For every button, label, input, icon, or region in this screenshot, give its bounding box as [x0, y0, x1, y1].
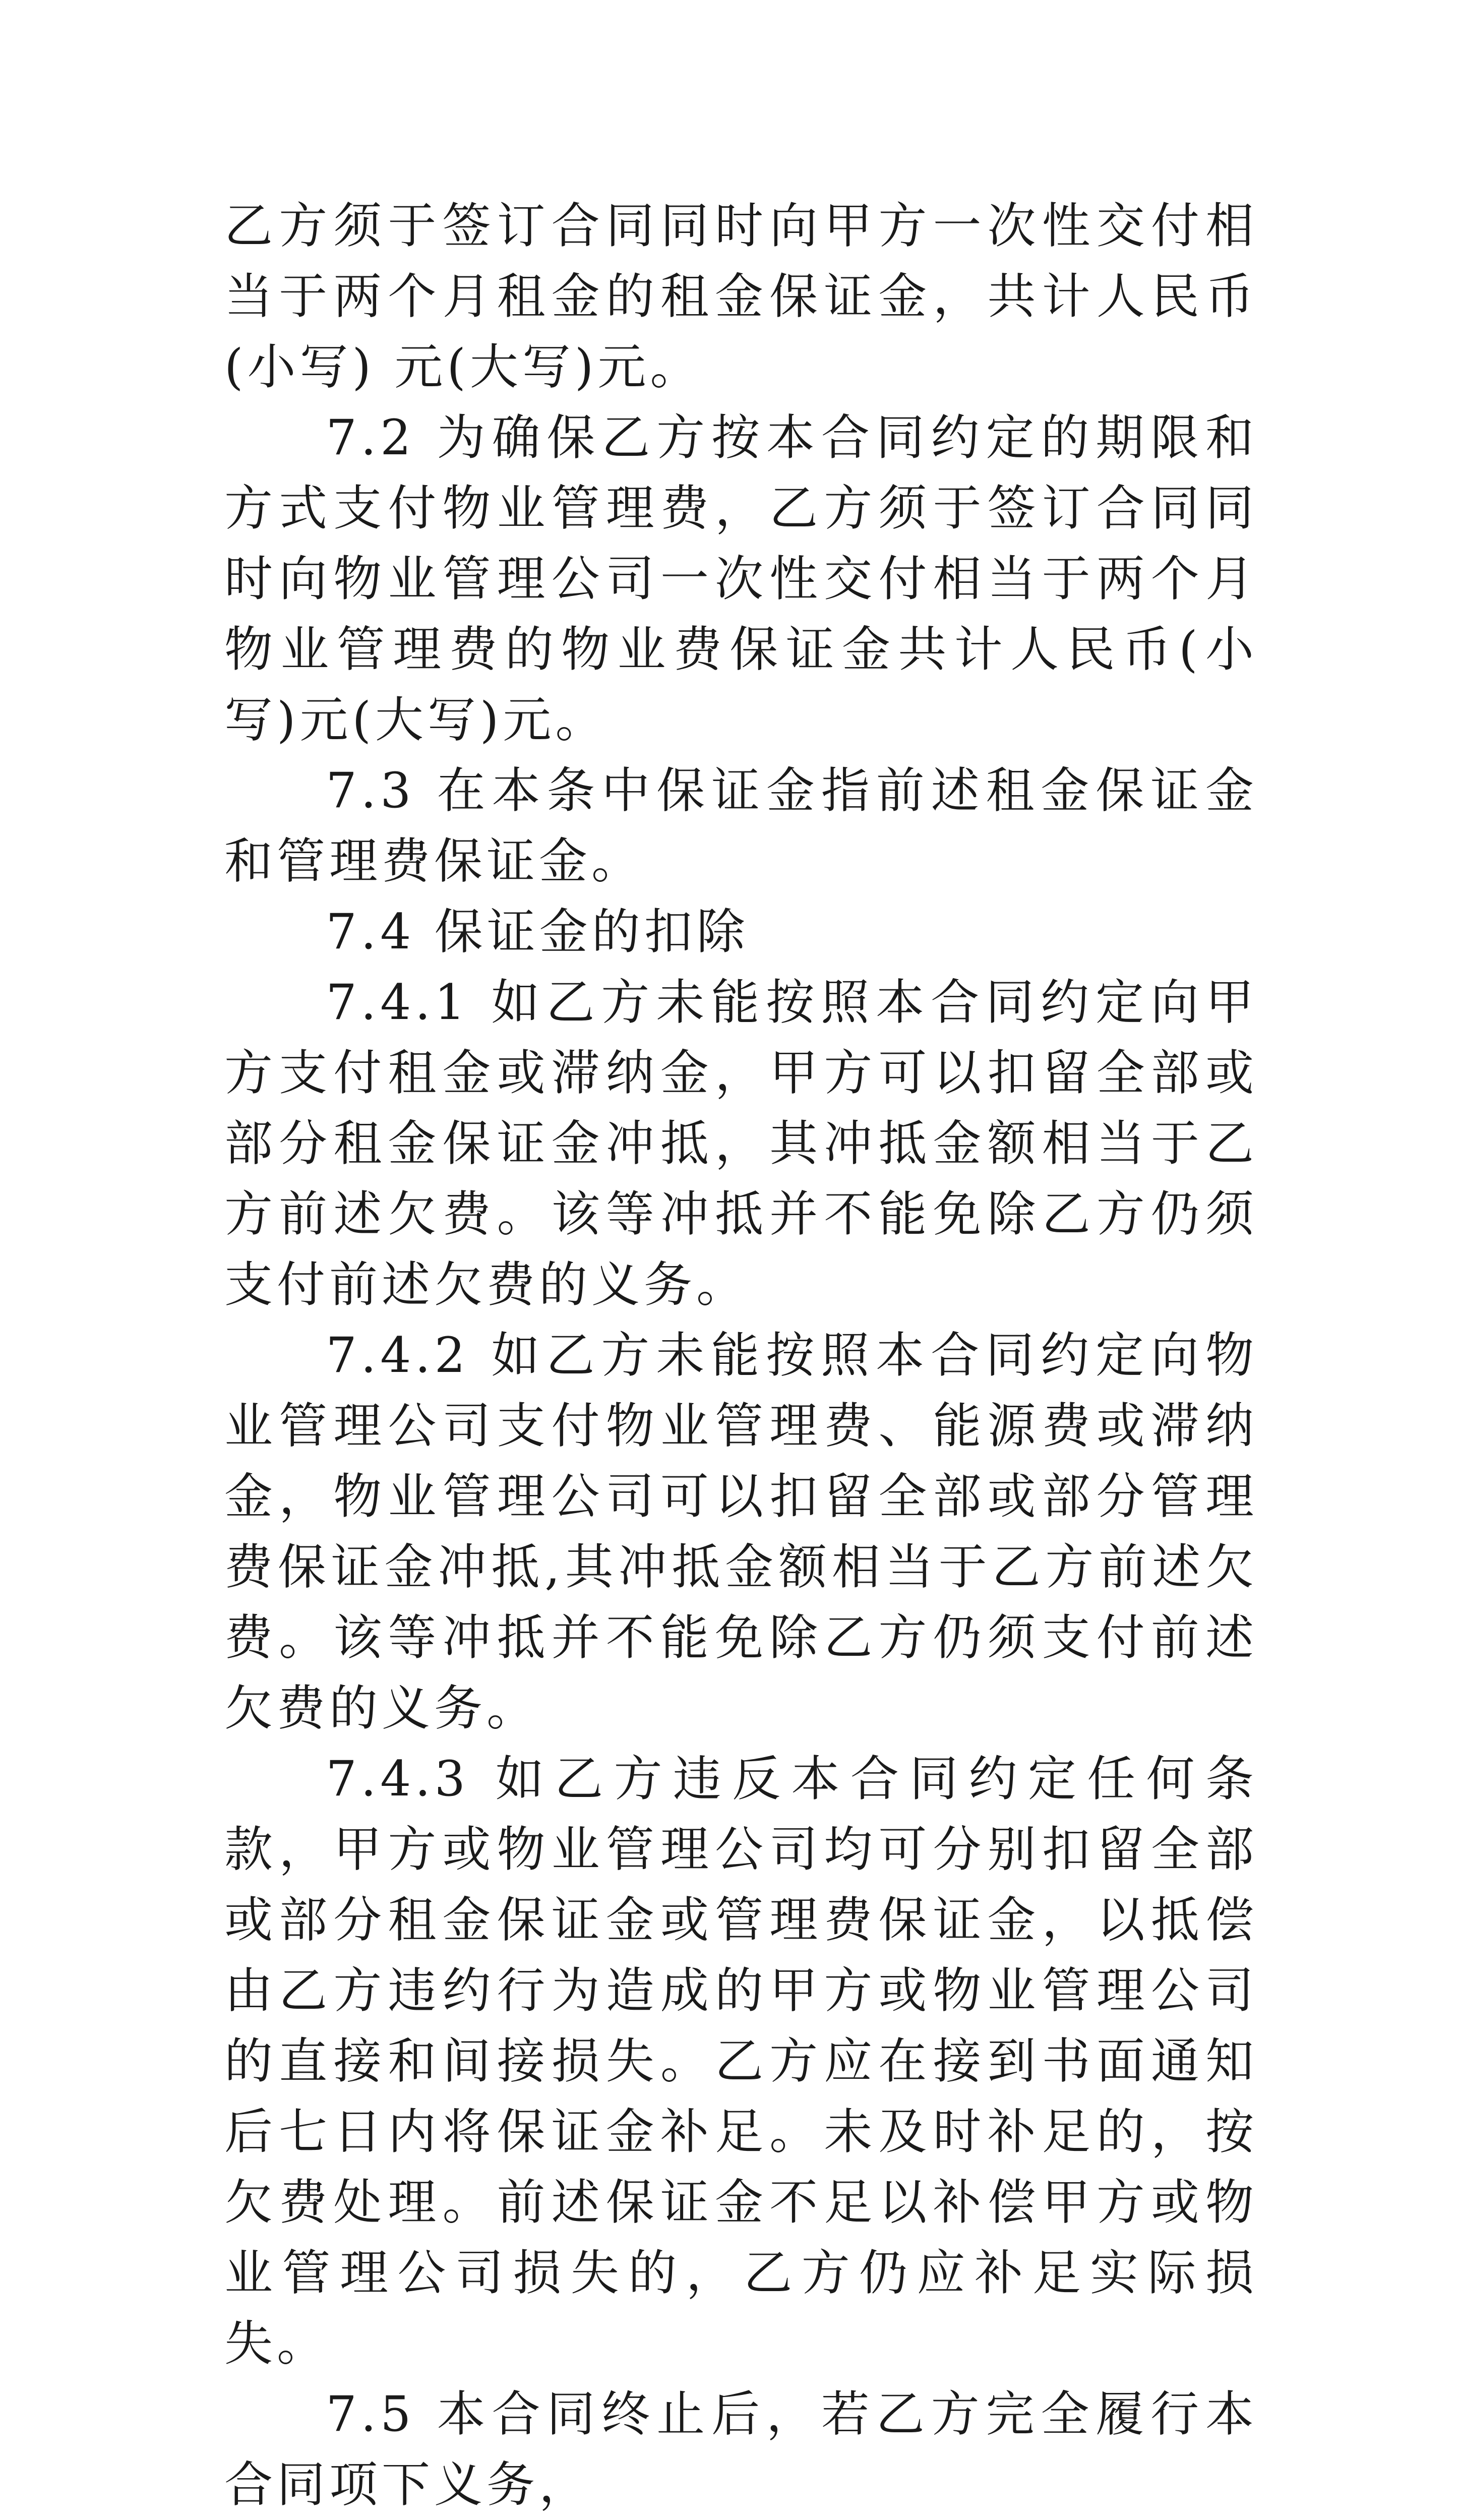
paragraph-7-4-1: 7.4.1 如乙方未能按照本合同约定向甲方支付租金或滞纳金，甲方可以扣留全部或部分租金保证金冲抵，其冲抵金额相当于乙方前述欠费。该等冲抵并不能免除乙方仍须支付前述欠费的义务。	[224, 974, 1258, 1313]
document-body	[224, 191, 1258, 2520]
paragraph-7-3: 7.3 在本条中保证金指前述租金保证金和管理费保证金。	[224, 762, 1258, 889]
paragraph-7-5: 7.5 本合同终止后，若乙方完全履行本合同项下义务，	[224, 2386, 1258, 2513]
paragraph-7-4-3: 7.4.3 如乙方违反本合同约定任何条款，甲方或物业管理公司均可分别扣留全部或部分租金保证金或管理费保证金，以抵偿由乙方违约行为造成的甲方或物业管理公司的直接和间接损失。乙方应在接到书面通知后七日内将保证金补足。未及时补足的，按欠费处理。前述保证金不足以补偿甲方或物业管理公司损失的，乙方仍应补足实际损失。	[224, 1751, 1258, 2372]
paragraph-7-4-2: 7.4.2 如乙方未能按照本合同约定向物业管理公司支付物业管理费、能源费或滞纳金，物业管理公司可以扣留全部或部分管理费保证金冲抵,其冲抵金额相当于乙方前述欠费。该等冲抵并不能免除乙方仍须支付前述欠费的义务。	[224, 1327, 1258, 1736]
paragraph-7-4-heading: 7.4 保证金的扣除	[326, 904, 749, 960]
paragraph-deposit-rent-continued: 乙方须于签订合同同时向甲方一次性交付相当于两个月租金的租金保证金，共计人民币(小写) 元(大写)元。	[224, 198, 1258, 395]
paragraph-7-2: 7.2 为确保乙方按本合同约定的期限和方式支付物业管理费，乙方须于签订合同同时向物业管理公司一次性交付相当于两个月物业管理费的物业费保证金共计人民币(小写)元(大写)元。	[224, 409, 1258, 748]
